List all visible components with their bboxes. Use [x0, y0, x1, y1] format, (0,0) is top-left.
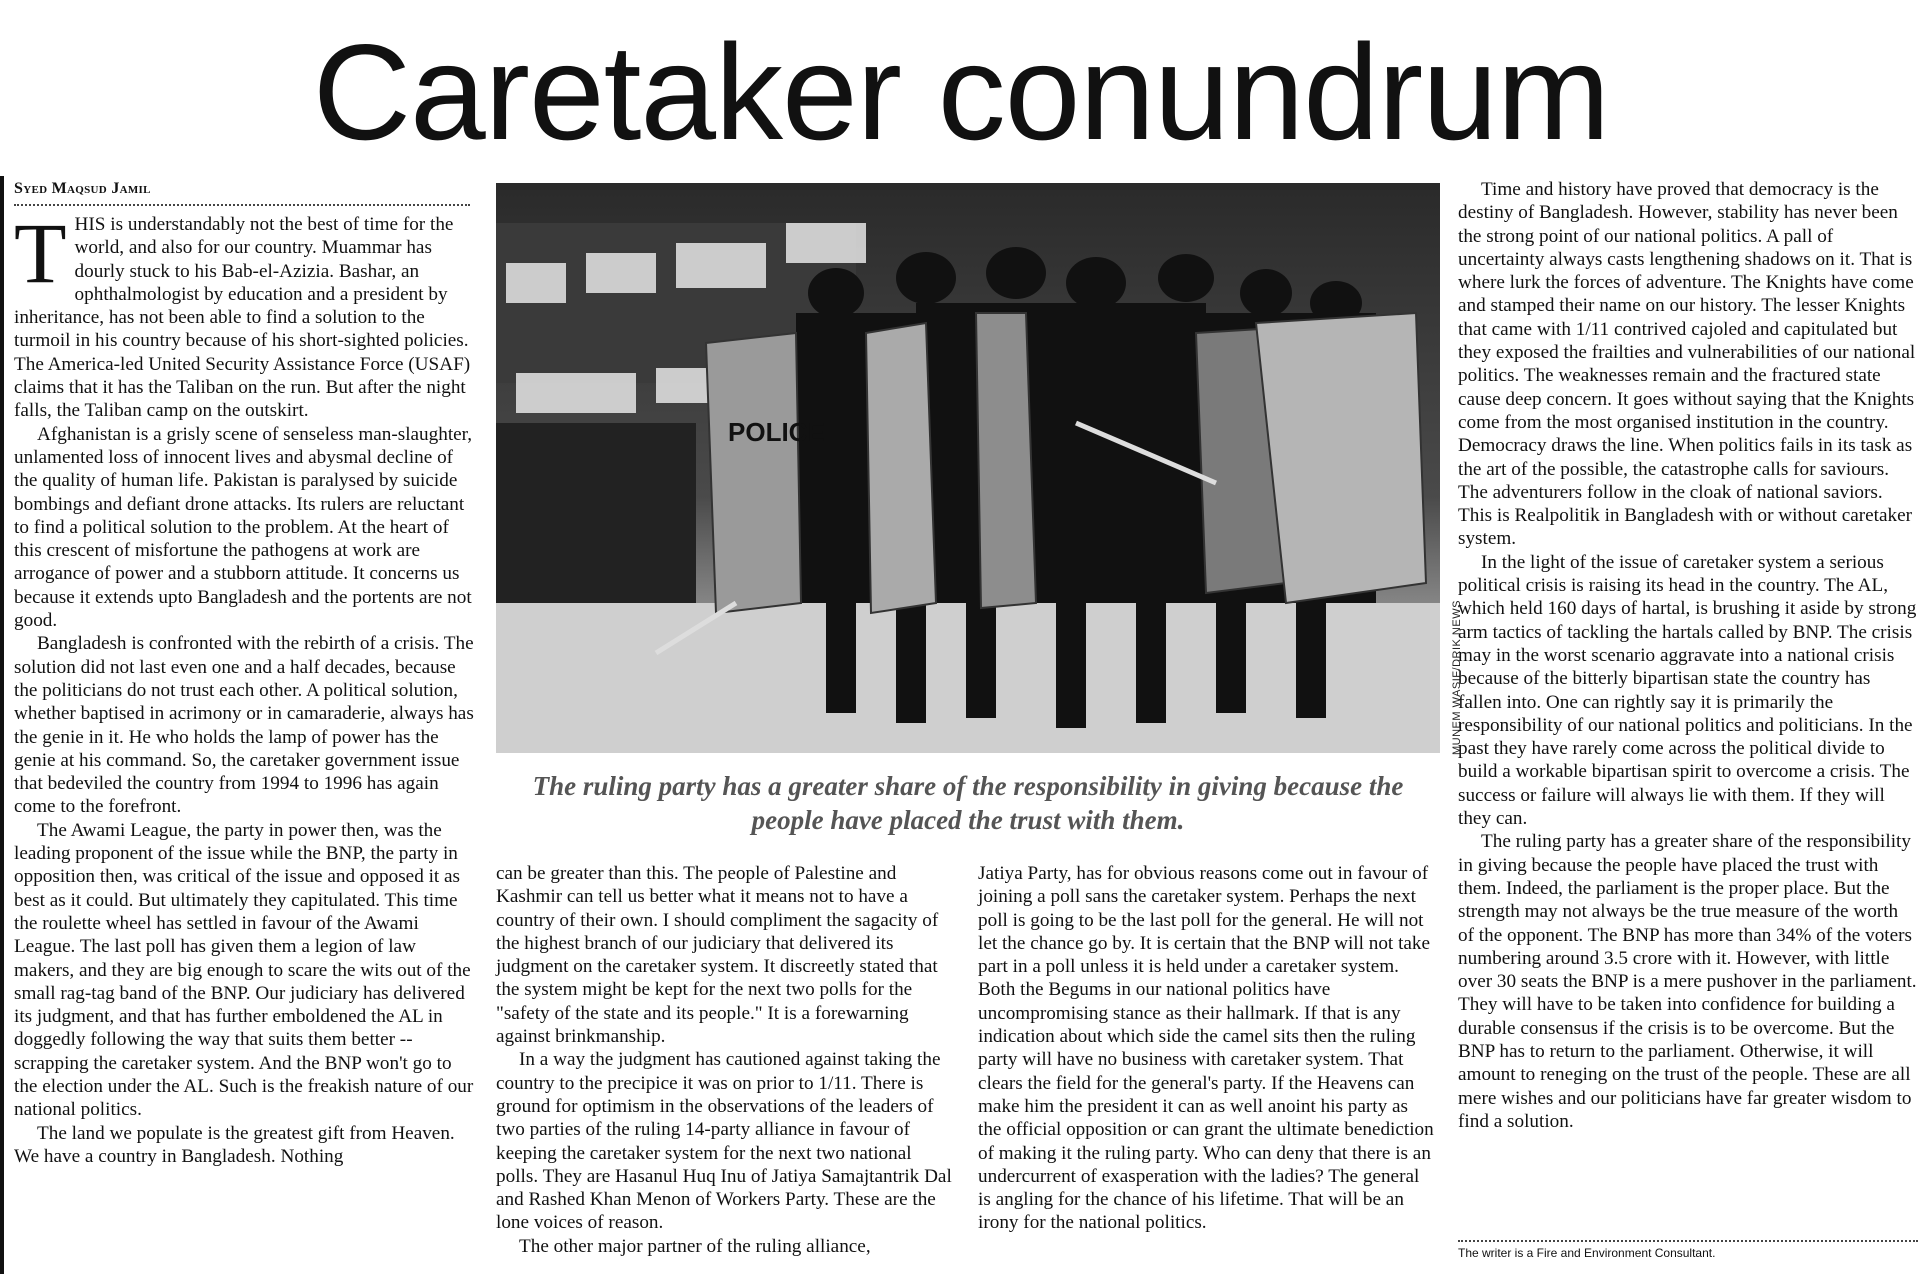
article-paragraph: In a way the judgment has cautioned against taking the country to the precipice it was on prior to 1/11. There is ground for optimism in the observations of the leaders of two parties of the ruling 14-party alliance in favour of keeping the caretaker system for the next two national polls. They are Hasanul Huq Inu of Jatiya Samajtantrik Dal and Rashed Khan Menon of Workers Party. These are the lone voices of reason.	[496, 1049, 952, 1234]
left-column-rule	[0, 176, 4, 1274]
article-paragraph: Jatiya Party, has for obvious reasons come out in favour of joining a poll sans the caretaker system. Perhaps the next poll is going to be the last poll for the general. He will not let the chance go by. It is certain that the BNP will not take part in a poll unless it is held under a caretaker system. Both the Begums in our national politics have uncompromising stance as their hallmark. If that is any indication about which side the camel sits then the ruling party will have no business with caretaker system. That clears the field for the general's party. If the Heavens can make him the president it can as well anoint his party as the official opposition or can grant the ultimate benediction of making it the ruling party. Who can deny that there is an undercurrent of exasperation with the ladies? The general is angling for the chance of his lifetime. That will be an irony for the national politics.	[978, 863, 1434, 1234]
author-footnote: The writer is a Fire and Environment Consultant.	[1458, 1246, 1716, 1260]
article-column-3	[978, 862, 1436, 1235]
article-paragraph: Time and history have proved that democracy is the destiny of Bangladesh. However, stability has never been the strong point of our national politics. A pall of uncertainty always casts lengthening shadows on it. That is where lurk the forces of adventure. The Knights have come and stamped their name on our history. The lesser Knights that came with 1/11 contrived cajoled and capitulated but they exposed the frailties and vulnerabilities of our national politics. The weaknesses remain and the fractured state cause deep concern. It goes without saying that the Knights come from the most organised institution in the country. Democracy draws the line. When politics fails in its task as the art of the possible, the catastrophe calls for saviours. The adventurers follow in the cloak of national saviors. This is Realpolitik in Bangladesh with or without caretaker system.	[1458, 179, 1916, 550]
article-column-4	[1458, 178, 1918, 1133]
byline: Syed Maqsud Jamil	[14, 180, 151, 197]
headline: Caretaker conundrum	[312, 16, 1610, 168]
article-paragraph: Bangladesh is confronted with the rebirth of a crisis. The solution did not last even one and a half decades, because the politicians do not trust each other. A political solution, whether baptised in acrimony or in camaraderie, always has the genie in it. He who holds the lamp of power has the genie at his command. So, the caretaker government issue that bedeviled the country from 1994 to 1996 has again come to the forefront.	[14, 633, 474, 818]
article-paragraph: The other major partner of the ruling alliance,	[519, 1235, 871, 1257]
article-column-1	[14, 205, 476, 1168]
drop-cap: T	[14, 205, 67, 301]
pull-quote: The ruling party has a greater share of the responsibility in giving because the people have placed the trust with them.	[532, 771, 1404, 835]
riot-police-photo	[496, 183, 1440, 753]
article-paragraph: can be greater than this. The people of Palestine and Kashmir can tell us better what it means not to have a country of their own. I should compliment the sagacity of the highest branch of our judiciary that delivered its judgment on the caretaker system. It discreetly stated that the system might be kept for the next two polls for the "safety of the state and its people." It is a forewarning against brinkmanship.	[496, 863, 939, 1048]
news-photo	[496, 183, 1440, 753]
article-paragraph	[14, 205, 476, 423]
article-paragraph: The Awami League, the party in power then, was the leading proponent of the issue while the BNP, the party in opposition then, was critical of the issue and opposed it as best as it could. But ultimately they capitulated. This time the roulette wheel has settled in favour of the Awami League. The last poll has given them a legion of law makers, and they are big enough to scare the wits out of the small rag-tag band of the BNP. Our judiciary has delivered its judgment, and that has further emboldened the AL in doggedly following the way that suits them better -- scrapping the caretaker system. And the BNP won't go to the election under the AL. Such is the freakish nature of our national politics.	[14, 819, 474, 1121]
photo-credit: MUNEM WASIF/DRIK NEWS	[1451, 600, 1463, 755]
police-shield-text: POLICE	[728, 417, 825, 447]
article-column-2	[496, 862, 954, 1258]
article-paragraph: Afghanistan is a grisly scene of senseless man-slaughter, unlamented loss of innocent lives and abysmal decline of the quality of human life. Pakistan is paralysed by suicide bombings and defiant drone attacks. Its rulers are reluctant to find a political solution to the problem. At the heart of this crescent of misfortune the pathogens at work are arrogance of power and a stubborn attitude. It concerns us because it extends upto Bangladesh and the portents are not good.	[14, 423, 473, 632]
article-paragraph: The land we populate is the greatest gift from Heaven. We have a country in Bangladesh. Nothing	[14, 1122, 455, 1167]
footnote-divider	[1458, 1240, 1918, 1242]
byline-divider	[14, 204, 470, 206]
article-paragraph: In the light of the issue of caretaker system a serious political crisis is raising its head in the country. The AL, which held 160 days of hartal, is brushing it aside by strong arm tactics of tackling the hartals called by BNP. The crisis may in the worst scenario aggravate into a national crisis because of the bitterly bipartisan state the country has fallen into. One can rightly say it is primarily the responsibility of our national politics and politicians. In the past they have rarely come across the political divide to build a workable bipartisan spirit to overcome a crisis. The success or failure will always lie with them. If they will they can.	[1458, 551, 1917, 830]
article-paragraph: The ruling party has a greater share of the responsibility in giving because the people have placed the trust with them. Indeed, the parliament is the proper place. But the strength may not always be the true measure of the worth of the opponent. The BNP has more than 34% of the voters numbering around 3.5 crore with it. However, with little over 30 seats the BNP is a mere pushover in the parliament. They will have to be taken into confidence for building a durable consensus if the crisis is to be overcome. But the BNP has to return to the parliament. Otherwise, it will amount to reneging on the trust of the people. These are all mere wishes and our politicians have far greater wisdom to find a solution.	[1458, 831, 1917, 1132]
paragraph-text: HIS is understandably not the best of time for the world, and also for our country. Muammar has dourly stuck to his Bab-el-Azizia. Bashar, an ophthalmologist by education and a president by inheritance, has not been able to find a solution to the turmoil in his country because of his short-sighted policies. The America-led United Security Assistance Force (USAF) claims that it has the Taliban on the run. But after the night falls, the Taliban camp on the outskirt.	[14, 214, 471, 422]
